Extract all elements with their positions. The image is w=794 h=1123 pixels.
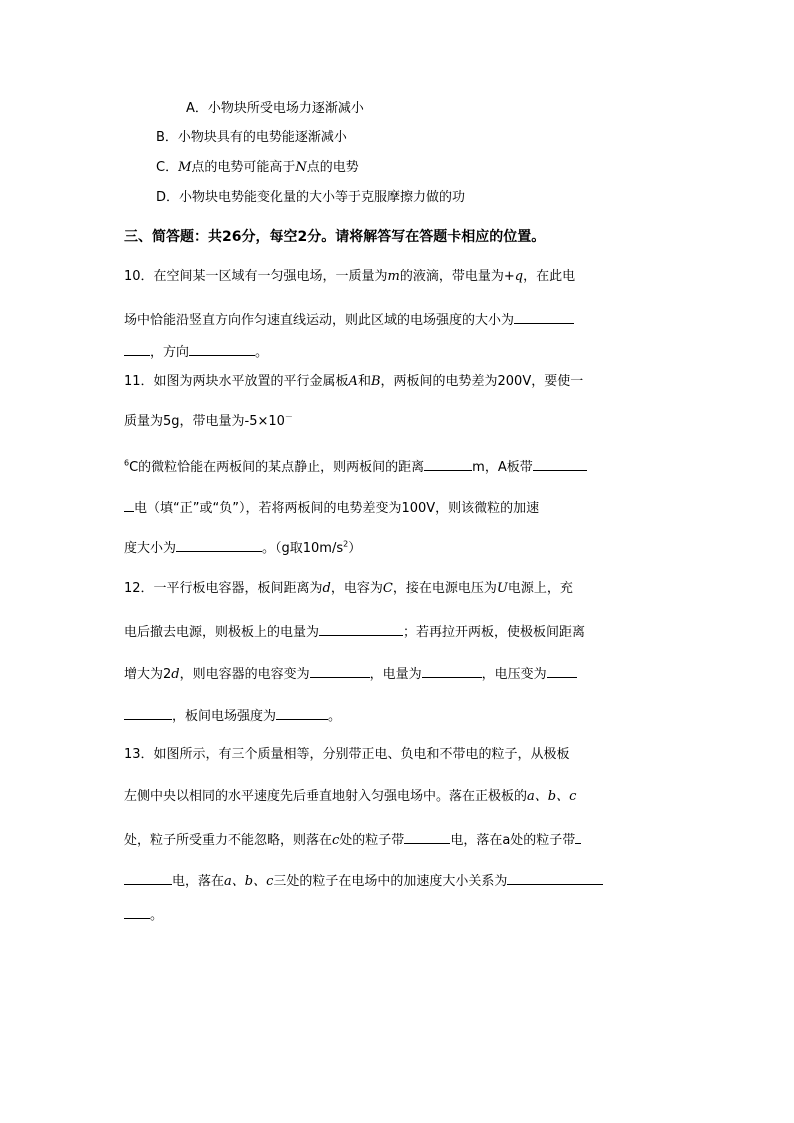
q12-line-1: 12．一平行板电容器，板间距离为d，电容为C，接在电源电压为U电源上，充 <box>124 581 573 596</box>
q11-line-3: $^6$C的微粒恰能在两板间的某点静止，则两板间的距离 m，A板带 <box>124 457 587 477</box>
q13-line-2: 左侧中央以相同的水平速度先后垂直地射入匀强电场中。落在正极板的a、b、c <box>124 789 577 804</box>
answer-blank[interactable] <box>124 498 134 512</box>
q12-line-2: 电后撤去电源，则极板上的电量为 ；若再拉开两板，使极板间距离 <box>124 622 585 642</box>
q10-line-1: 10．在空间某一区域有一匀强电场，一质量为m的液滴，带电量为+q，在此电 <box>124 269 576 284</box>
option-d: D．小物块电势能变化量的大小等于克服摩擦力做的功 <box>156 190 466 205</box>
answer-blank[interactable] <box>189 342 255 356</box>
q13-line-5: 。 <box>124 905 163 925</box>
q11-line-5: 度大小为 。（g取$10m/s^2$） <box>124 539 362 556</box>
answer-blank[interactable] <box>514 310 574 324</box>
option-b: B．小物块具有的电势能逐渐减小 <box>156 130 347 145</box>
option-a: A．小物块所受电场力逐渐减小 <box>186 101 364 116</box>
answer-blank[interactable] <box>124 871 172 885</box>
q11-line-1: 11．如图为两块水平放置的平行金属板A和B，两板间的电势差为200V，要使一 <box>124 374 584 389</box>
section-heading: 三、简答题：共26分，每空2分。请将解答写在答题卡相应的位置。 <box>124 229 546 245</box>
answer-blank[interactable] <box>404 830 450 844</box>
answer-blank[interactable] <box>422 664 482 678</box>
q13-line-1: 13．如图所示，有三个质量相等，分别带正电、负电和不带电的粒子，从极板 <box>124 747 570 762</box>
q11-line-4: 电（填“正”或“负”），若将两板间的电势差变为100V，则该微粒的加速 <box>124 498 539 518</box>
answer-blank[interactable] <box>310 664 370 678</box>
answer-blank[interactable] <box>124 342 150 356</box>
answer-blank[interactable] <box>533 457 587 471</box>
answer-blank[interactable] <box>575 830 581 844</box>
answer-blank[interactable] <box>276 706 328 720</box>
answer-blank[interactable] <box>547 664 577 678</box>
answer-blank[interactable] <box>124 706 172 720</box>
q12-line-4: ，板间电场强度为 。 <box>124 706 341 726</box>
q10-line-2: 场中恰能沿竖直方向作匀速直线运动，则此区域的电场强度的大小为 <box>124 310 574 330</box>
answer-blank[interactable] <box>124 905 150 919</box>
option-c: C．M点的电势可能高于N点的电势 <box>156 160 359 175</box>
answer-blank[interactable] <box>319 622 403 636</box>
answer-blank[interactable] <box>424 457 472 471</box>
q10-line-3: ，方向 。 <box>124 342 268 362</box>
q11-line-2: 质量为5g，带电量为-5×10－ <box>124 412 293 429</box>
q13-line-4: 电，落在a、b、c三处的粒子在电场中的加速度大小关系为 <box>124 871 603 891</box>
q12-line-3: 增大为2d，则电容器的电容变为 ，电量为 ，电压变为 <box>124 664 577 684</box>
q13-line-3: 处，粒子所受重力不能忽略，则落在c处的粒子带 电，落在a处的粒子带 <box>124 830 581 850</box>
answer-blank[interactable] <box>507 871 603 885</box>
answer-blank[interactable] <box>176 538 262 552</box>
